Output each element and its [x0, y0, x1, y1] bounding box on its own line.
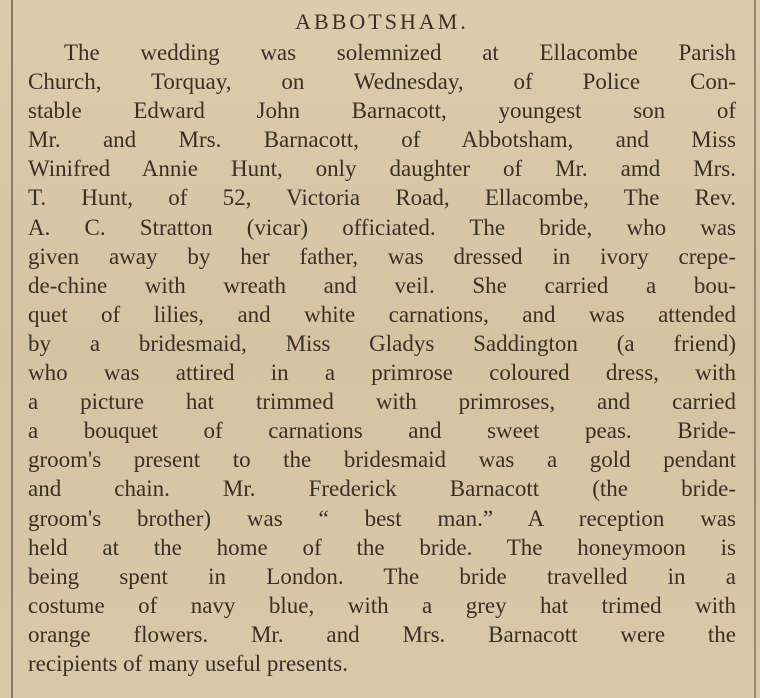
article-line: costume of navy blue, with a grey hat trimed with — [28, 592, 736, 618]
article-line: orange flowers. Mr. and Mrs. Barnacott were the — [28, 621, 736, 647]
article-line: Mr. and Mrs. Barnacott, of Abbotsham, and Miss — [28, 127, 736, 153]
article-line: groom's present to the bridesmaid was a gold pendant — [28, 447, 736, 473]
article-line: by a bridesmaid, Miss Gladys Saddington (a friend) — [28, 330, 736, 356]
article — [28, 6, 736, 678]
article-line: de-chine with wreath and veil. She carried a bou- — [28, 272, 736, 298]
article-line: being spent in London. The bride travelled in a — [28, 563, 736, 589]
article-line: quet of lilies, and white carnations, and was attended — [28, 301, 736, 327]
article-line: A. C. Stratton (vicar) officiated. The bride, who was — [28, 214, 736, 240]
article-line: held at the home of the bride. The honeymoon is — [28, 534, 736, 560]
article-line: who was attired in a primrose coloured dress, with — [28, 360, 736, 386]
article-headline: ABBOTSHAM. — [295, 9, 469, 34]
article-line: groom's brother) was “ best man.” A reception was — [28, 505, 736, 531]
article-line: and chain. Mr. Frederick Barnacott (the bride- — [28, 476, 736, 502]
column-rule-right — [754, 0, 756, 698]
article-line: a picture hat trimmed with primroses, and carried — [28, 389, 736, 415]
article-line: given away by her father, was dressed in ivory crepe- — [28, 243, 736, 269]
article-line: Church, Torquay, on Wednesday, of Police Con- — [28, 69, 736, 95]
column-rule-left — [11, 0, 13, 698]
article-line: recipients of many useful presents. — [28, 650, 348, 676]
article-line: a bouquet of carnations and sweet peas. Bride- — [28, 418, 736, 444]
article-line: T. Hunt, of 52, Victoria Road, Ellacombe, The Rev. — [28, 185, 736, 211]
article-body — [28, 38, 736, 678]
article-line: The wedding was solemnized at Ellacombe Parish — [64, 40, 736, 65]
article-line: Winifred Annie Hunt, only daughter of Mr. amd Mrs. — [28, 156, 736, 182]
article-line: stable Edward John Barnacott, youngest son of — [28, 98, 736, 124]
